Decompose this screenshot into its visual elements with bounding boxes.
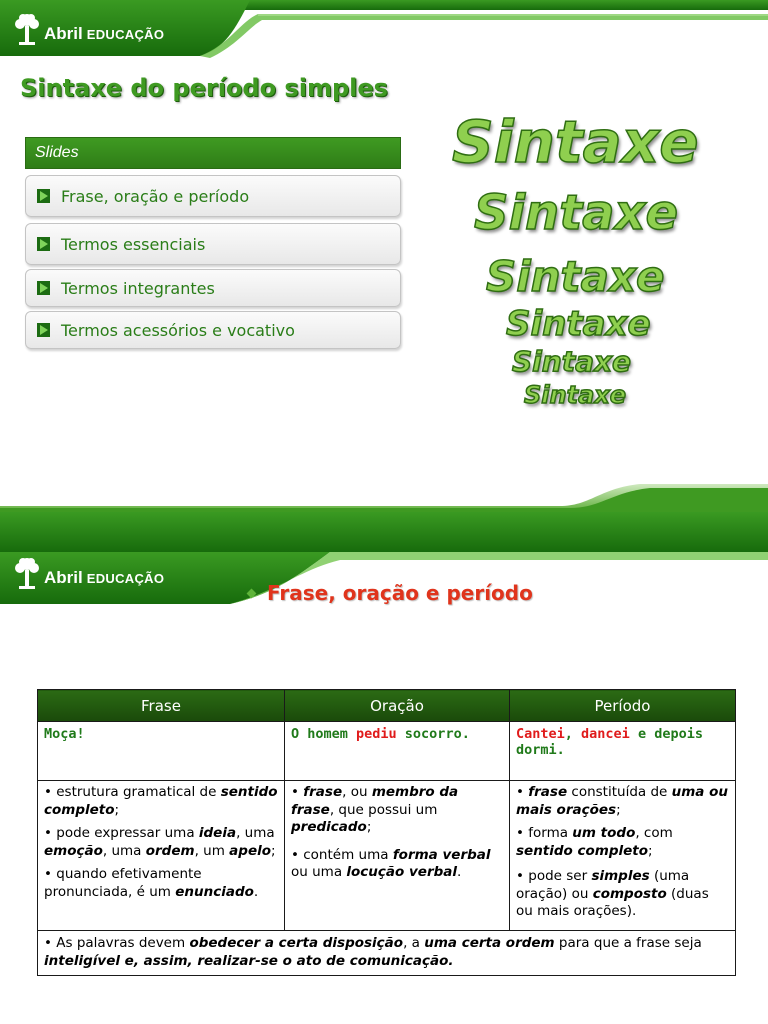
diamond-bullet-icon (247, 588, 257, 598)
wordart-sintaxe-4: Sintaxe (506, 304, 651, 344)
definition-line: • frase, ou membro da frase, que possui um predicado; (291, 784, 459, 835)
table-row-footer (38, 931, 736, 976)
menu-item-frase-oracao-periodo[interactable]: Frase, oração e período (25, 175, 401, 217)
wordart-sintaxe-5: Sintaxe (512, 345, 632, 378)
table-row-examples (38, 722, 736, 781)
definition-line: • pode ser simples (uma oração) ou composto (duas ou mais orações). (516, 868, 709, 919)
table-header-row (38, 690, 736, 722)
slides-menu-heading: Slides (25, 137, 401, 169)
wordart-sintaxe-2: Sintaxe (474, 185, 679, 241)
footer-band (0, 478, 768, 512)
tree-logo-icon (12, 12, 42, 46)
wordart-sintaxe-6: Sintaxe (524, 381, 627, 409)
comparison-table (37, 689, 736, 976)
footer-note: • As palavras devem obedecer a certa disposição, a uma certa ordem para que a frase seja inteligível e, assim, realizar-se o ato de comunicação. (38, 931, 736, 976)
slide-2 (0, 512, 768, 1024)
column-header-oracao: Oração (285, 690, 510, 722)
menu-item-termos-integrantes[interactable]: Termos integrantes (25, 269, 401, 307)
brand-logo (12, 12, 164, 46)
column-header-frase: Frase (38, 690, 285, 722)
brand-name: Abril EDUCAÇÃO (44, 568, 165, 587)
play-bullet-icon (37, 281, 50, 295)
wordart-sintaxe-1: Sintaxe (452, 108, 699, 176)
brand-logo (12, 556, 164, 590)
example-frase: Moça! (38, 722, 285, 781)
table-row-definitions (38, 781, 736, 931)
definition-frase (38, 781, 285, 931)
definition-line: • quando efetivamente pronunciada, é um enunciado. (44, 866, 259, 900)
slide-title: Frase, oração e período (248, 581, 533, 605)
definition-oracao (285, 781, 510, 931)
page-title: Sintaxe do período simples (20, 74, 388, 102)
column-header-periodo: Período (510, 690, 736, 722)
definition-line: • pode expressar uma ideia, uma emoção, uma ordem, um apelo; (44, 825, 276, 859)
definition-periodo (510, 781, 736, 931)
slides-menu (25, 137, 401, 349)
tree-logo-icon (12, 556, 42, 590)
play-bullet-icon (37, 189, 50, 203)
brand-name: Abril EDUCAÇÃO (44, 24, 165, 43)
menu-item-termos-acessorios[interactable]: Termos acessórios e vocativo (25, 311, 401, 349)
play-bullet-icon (37, 237, 50, 251)
definition-line: • contém uma forma verbal ou uma locução verbal. (291, 846, 491, 880)
play-bullet-icon (37, 323, 50, 337)
definition-line: • forma um todo, com sentido completo; (516, 825, 673, 859)
wordart-sintaxe-3: Sintaxe (486, 252, 665, 301)
definition-line: • estrutura gramatical de sentido completo; (44, 784, 278, 818)
definition-line: • frase constituída de uma ou mais orações; (516, 784, 728, 818)
example-periodo: Cantei, dancei e depois dormi. (510, 722, 736, 781)
example-oracao: O homem pediu socorro. (285, 722, 510, 781)
menu-item-termos-essenciais[interactable]: Termos essenciais (25, 223, 401, 265)
